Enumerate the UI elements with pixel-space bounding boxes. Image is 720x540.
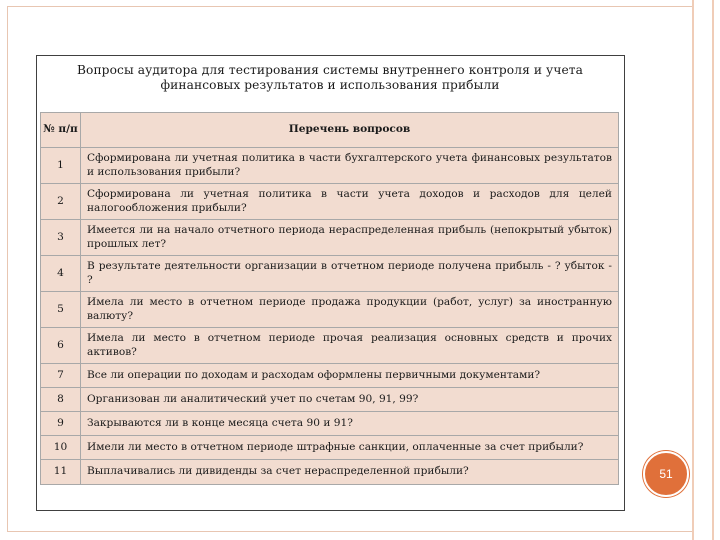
row-question: Имеется ли на начало отчетного периода нераспределенная прибыль (непокрытый убыток) прошлых лет?	[81, 220, 619, 256]
table-row	[41, 364, 619, 388]
page-number-badge: 51	[643, 451, 689, 497]
row-number: 6	[41, 328, 81, 364]
row-number: 3	[41, 220, 81, 256]
row-number: 2	[41, 184, 81, 220]
table-row	[41, 292, 619, 328]
row-question: Имела ли место в отчетном периоде продажа продукции (работ, услуг) за иностранную валюту?	[81, 292, 619, 328]
table-row	[41, 388, 619, 412]
questions-table	[40, 112, 619, 485]
row-number: 8	[41, 388, 81, 412]
row-question: Имели ли место в отчетном периоде штрафные санкции, оплаченные за счет прибыли?	[81, 436, 619, 460]
document-title: Вопросы аудитора для тестирования системы внутреннего контроля и учета финансовых результатов и использования прибыли	[76, 63, 584, 92]
row-number: 4	[41, 256, 81, 292]
row-number: 7	[41, 364, 81, 388]
table-row	[41, 184, 619, 220]
header-number: № п/п	[41, 113, 81, 148]
table-header-row	[41, 113, 619, 148]
decorative-side-band	[692, 0, 714, 540]
table-row	[41, 412, 619, 436]
table-row	[41, 460, 619, 485]
row-question: В результате деятельности организации в отчетном периоде получена прибыль - ? убыток - ?	[81, 256, 619, 292]
row-number: 10	[41, 436, 81, 460]
row-question: Имела ли место в отчетном периоде прочая реализация основных средств и прочих активов?	[81, 328, 619, 364]
row-question: Сформирована ли учетная политика в части бухгалтерского учета финансовых результатов и использования прибыли?	[81, 148, 619, 184]
table-row	[41, 148, 619, 184]
row-question: Все ли операции по доходам и расходам оформлены первичными документами?	[81, 364, 619, 388]
row-question: Сформирована ли учетная политика в части учета доходов и расходов для целей налогообложения прибыли?	[81, 184, 619, 220]
table-row	[41, 436, 619, 460]
header-questions: Перечень вопросов	[81, 113, 619, 148]
table-row	[41, 220, 619, 256]
row-number: 9	[41, 412, 81, 436]
row-number: 1	[41, 148, 81, 184]
row-question: Закрываются ли в конце месяца счета 90 и 91?	[81, 412, 619, 436]
table-row	[41, 328, 619, 364]
row-number: 5	[41, 292, 81, 328]
row-question: Организован ли аналитический учет по счетам 90, 91, 99?	[81, 388, 619, 412]
table-row	[41, 256, 619, 292]
row-number: 11	[41, 460, 81, 485]
row-question: Выплачивались ли дивиденды за счет нераспределенной прибыли?	[81, 460, 619, 485]
